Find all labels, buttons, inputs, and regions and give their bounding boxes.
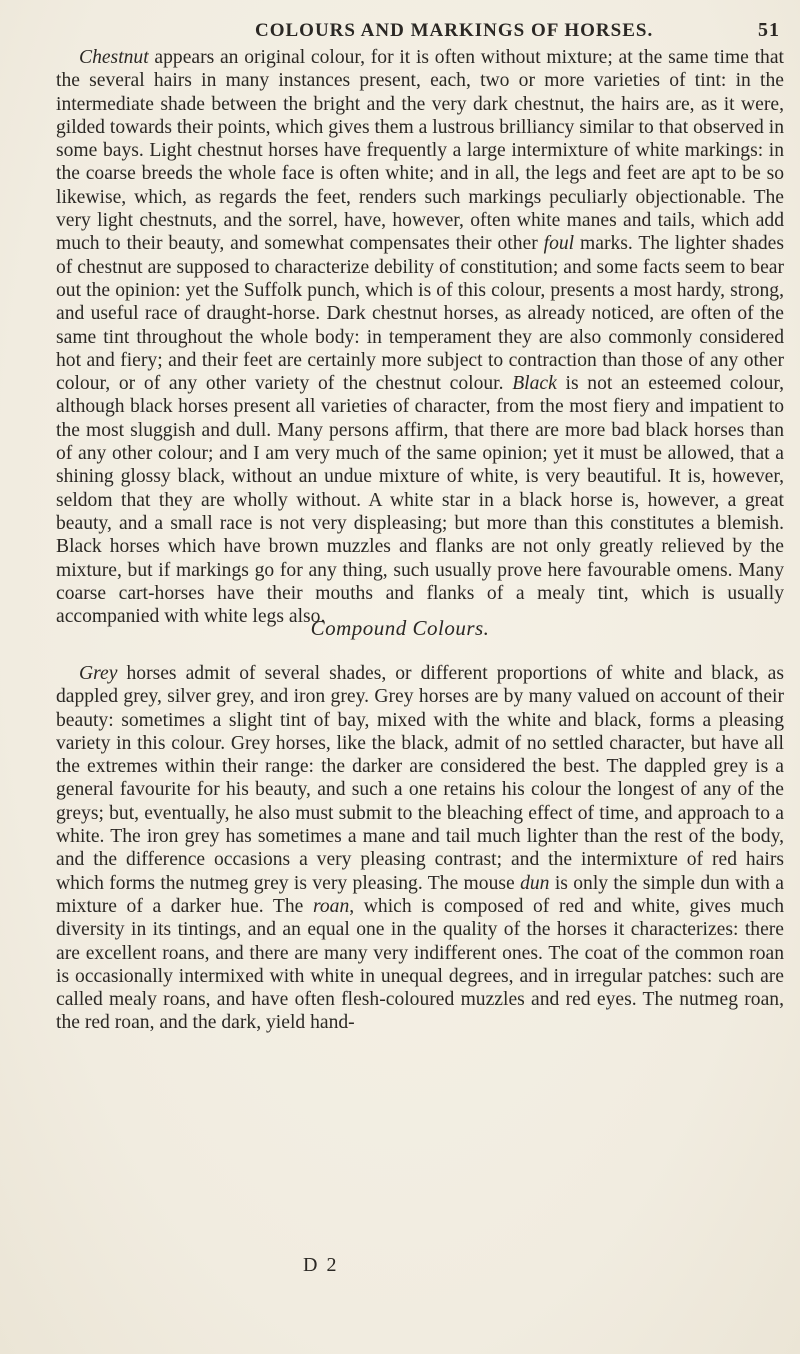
page-number: 51 xyxy=(758,19,780,41)
paragraph-grey-roan xyxy=(56,662,784,1035)
term-dun: dun xyxy=(520,872,550,894)
page-header xyxy=(55,12,780,42)
section-heading: Compound Colours. xyxy=(310,616,490,640)
paragraph2-text-a: horses admit of several shades, or different proportions of white and black, as dappled grey, silver grey, and iron grey. Grey horses are by many valued on account of their beauty: sometimes a slight tint of bay, mixed with the white and black, forms a pleasing variety in this colour. Grey horses, like the black, admit of no settled character, but have all the extremes within their range: the darker are considered the best. The dappled grey is a general favourite for his beauty, and such a one retains his colour the longest of any of the greys; but, eventually, he also must submit to the bleaching effect of time, and approach to a white. The iron grey has sometimes a mane and tail much lighter than the rest of the body, and the difference occasions a very pleasing contrast; and the intermixture of red hairs which forms the nutmeg grey is very pleasing. The mouse xyxy=(56,663,784,894)
running-head: COLOURS AND MARKINGS OF HORSES. xyxy=(255,20,654,41)
paragraph-chestnut-black xyxy=(56,46,784,628)
paragraph1-text-c: is not an esteemed colour, although black horses present all varieties of character, from the most fiery and impatient to the most sluggish and dull. Many persons affirm, that there are more bad black horses than of any other colour; and I am very much of the same opinion; yet it must be allowed, that a shining glossy black, without an undue mixture of white, is very beautiful. It is, however, seldom that they are wholly without. A white star in a black horse is, however, a great beauty, and a small race is not very displeasing; but more than this constitutes a blemish. Black horses which have brown muzzles and flanks are not only greatly relieved by the mixture, but if markings go for any thing, such usually prove here favourable omens. Many coarse cart-horses have their mouths and flanks of a mealy tint, which is usually accompanied with white legs also. xyxy=(56,373,784,628)
paragraph2-text-c: , which is composed of red and white, gives much diversity in its tintings, and an equal one in the quality of the horses it characterizes: there are excellent roans, and there are many very indifferent ones. The coat of the common roan is occasionally intermixed with white in unequal degrees, and in irregular patches: such are called mealy roans, and have often flesh-coloured muzzles and red eyes. The nutmeg roan, the red roan, and the dark, yield hand- xyxy=(56,895,785,1034)
term-grey: Grey xyxy=(79,663,118,684)
term-chestnut: Chestnut xyxy=(79,47,149,68)
paragraph2-text-b: is only the simple dun with a mixture of a darker hue. The xyxy=(56,872,784,917)
term-black: Black xyxy=(512,373,557,395)
term-foul: foul xyxy=(543,233,575,255)
paragraph1-text-a: appears an original colour, for it is often without mixture; at the same time that the several hairs in many instances present, each, two or more varieties of tint: in the intermediate shade between the bright and the very dark chestnut, the hairs are, as it were, gilded towards their points, which gives them a lustrous brilliancy similar to that observed in some bays. Light chestnut horses have frequently a large intermixture of white markings: in the coarse breeds the whole face is often white; and in all, the legs and feet are apt to be so likewise, which, as regards the feet, renders such markings peculiarly objectionable. The very light chestnuts, and the sorrel, have, however, often white manes and tails, which add much to their beauty, and somewhat compensates their other xyxy=(56,47,784,255)
paragraph1-text-b: marks. The lighter shades of chestnut are supposed to characterize debility of constitution; and some facts seem to bear out the opinion: yet the Suffolk punch, which is of this colour, presents a most hardy, strong, and useful race of draught-horse. Dark chestnut horses, as already noticed, are often of the same tint throughout the whole body: in temperament they are also commonly considered hot and fiery; and their feet are certainly more subject to contraction than those of any other colour, or of any other variety of the chestnut colour. xyxy=(56,233,784,395)
term-roan: roan xyxy=(312,895,350,917)
signature-mark: D 2 xyxy=(303,1254,339,1276)
